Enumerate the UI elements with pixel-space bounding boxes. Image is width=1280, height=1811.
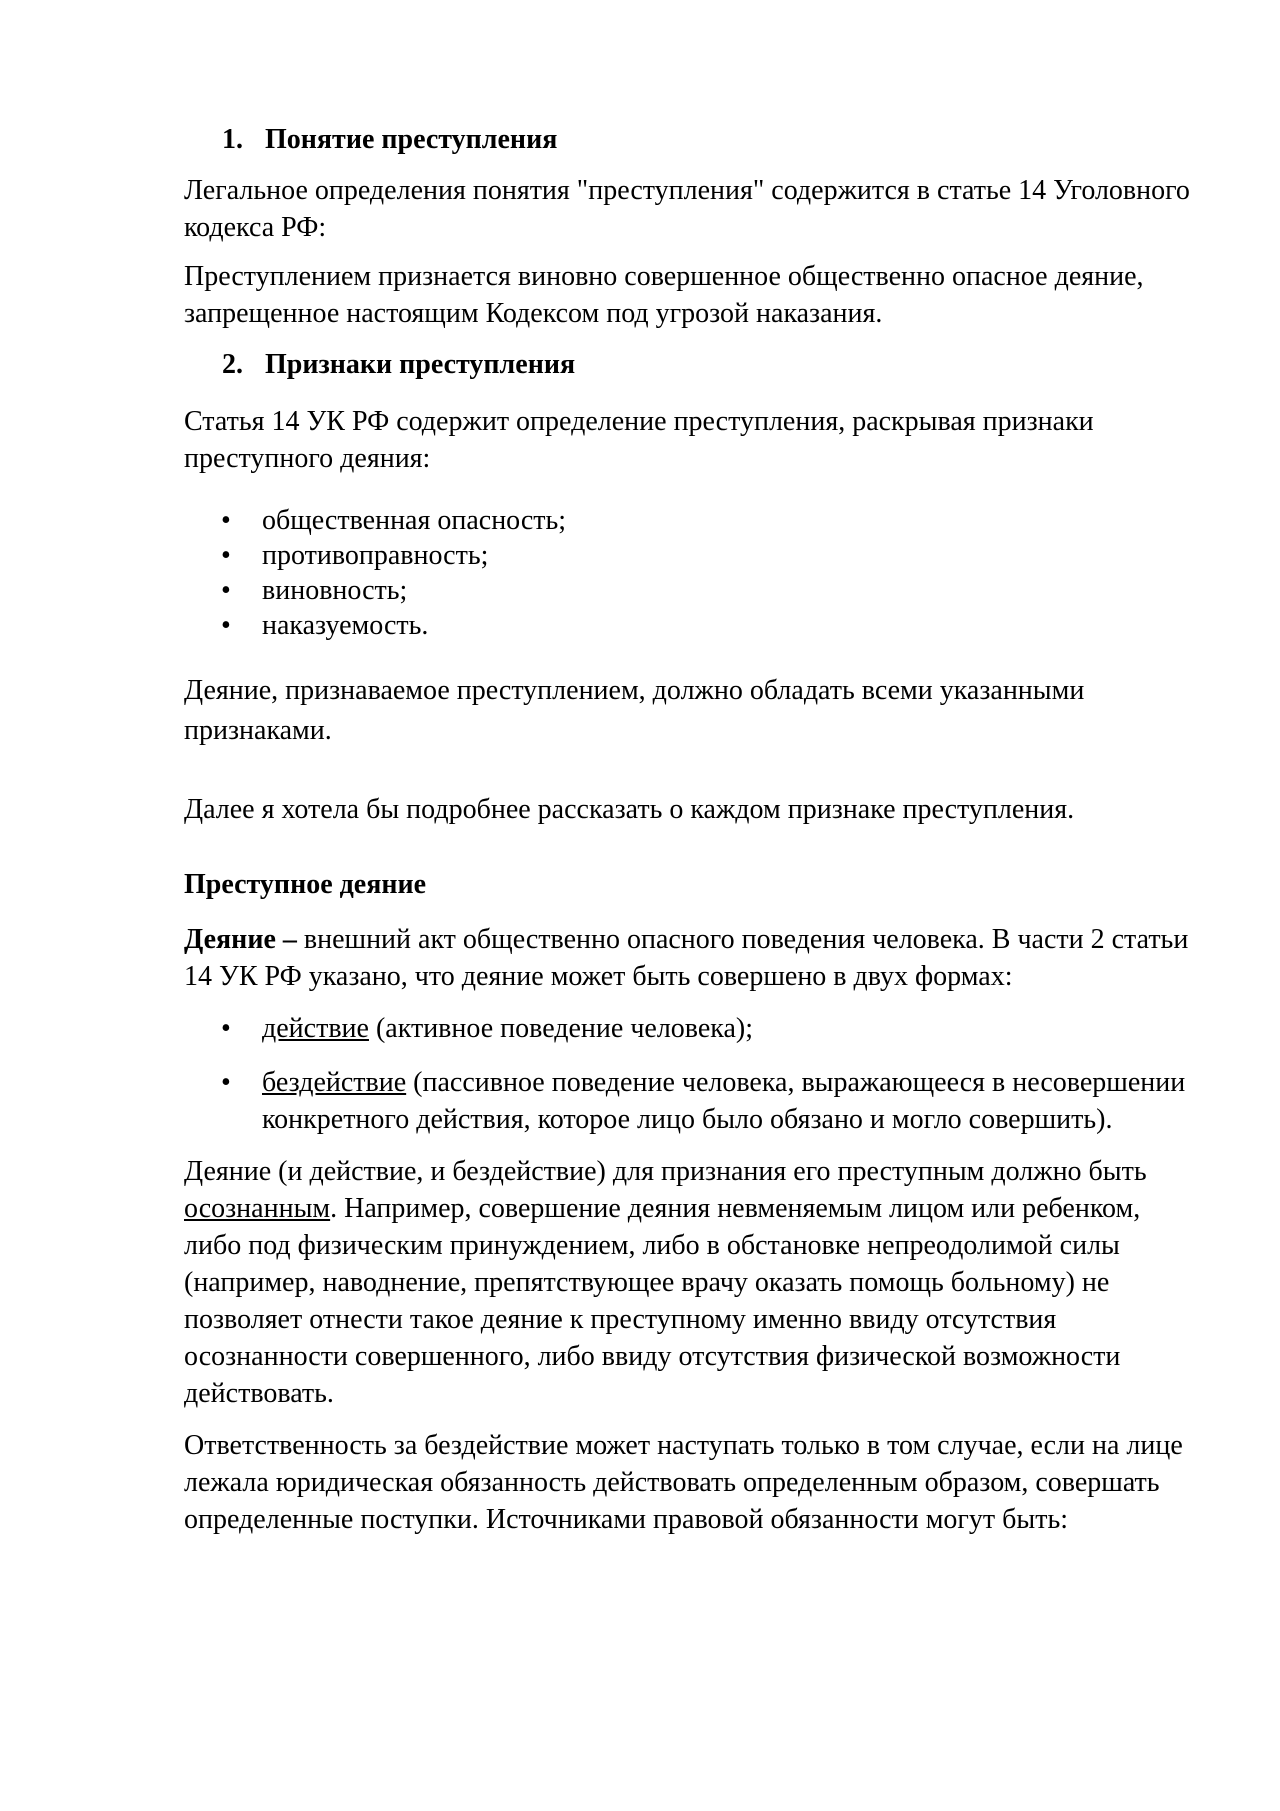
bullet-icon: • (221, 540, 231, 571)
paragraph-article-14: Статья 14 УК РФ содержит определение преступления, раскрывая признаки преступного деяния: (184, 406, 1094, 474)
document-page (184, 121, 1194, 1553)
conscious-text-end: . Например, совершение деяния невменяемым лицом или ребенком, либо под физическим принуждением, либо в обстановке непреодолимой силы (например, наводнение, препятствующее врачу оказать помощь больному) не позволяет отнести такое деяние к преступному именно ввиду отсутствия осознанности совершенного, либо ввиду отсутствия физической возможности действовать. (184, 1193, 1141, 1409)
paragraph-inaction-liability: Ответственность за бездействие может наступать только в том случае, если на лице лежала юридическая обязанность действовать определенным образом, совершать определенные поступки. Источниками правовой обязанности могут быть: (184, 1430, 1183, 1535)
act-definition-text: внешний акт общественно опасного поведения человека. В части 2 статьи 14 УК РФ указано, что деяние может быть совершено в двух формах: (184, 924, 1189, 992)
bullet-icon: • (221, 575, 231, 606)
list-item-text: противоправность; (262, 540, 489, 571)
section-title: Признаки преступления (265, 349, 576, 380)
section-number: 1. (222, 124, 243, 155)
list-item-text: виновность; (262, 575, 408, 606)
bullet-icon: • (221, 610, 231, 641)
list-item-text: общественная опасность; (262, 505, 567, 536)
list-item-text: (активное поведение человека); (368, 1013, 753, 1044)
paragraph-legal-definition: Легальное определения понятия "преступления" содержится в статье 14 Уголовного кодекса РФ: (184, 175, 1190, 243)
forms-list (184, 1010, 1194, 1138)
paragraph-further: Далее я хотела бы подробнее рассказать о каждом признаке преступления. (184, 794, 1075, 825)
bullet-icon: • (221, 505, 231, 536)
list-item (184, 1064, 1194, 1138)
subheading-criminal-act: Преступное деяние (184, 869, 427, 900)
bullet-icon: • (221, 1013, 231, 1044)
section-heading-2 (184, 346, 1194, 383)
list-item (184, 608, 1194, 643)
list-item-text: наказуемость. (262, 610, 429, 641)
list-item (184, 503, 1194, 538)
term-act: Деяние – (184, 924, 297, 955)
section-title: Понятие преступления (265, 124, 558, 155)
paragraph-crime-definition: Преступлением признается виновно совершенное общественно опасное деяние, запрещенное настоящим Кодексом под угрозой наказания. (184, 261, 1144, 329)
term-action: действие (262, 1013, 369, 1044)
section-number: 2. (222, 349, 243, 380)
signs-list (184, 503, 1194, 643)
paragraph-conscious-act (184, 1153, 1194, 1412)
list-item-text: (пассивное поведение человека, выражающееся в несовершении конкретного действия, которое лицо было обязано и могло совершить). (262, 1067, 1186, 1135)
list-item (184, 1010, 1194, 1047)
conscious-text-start: Деяние (и действие, и бездействие) для признания его преступным должно быть (184, 1156, 1147, 1187)
paragraph-all-signs: Деяние, признаваемое преступлением, должно обладать всеми указанными признаками. (184, 675, 1085, 746)
bullet-icon: • (221, 1067, 231, 1098)
term-inaction: бездействие (262, 1067, 407, 1098)
list-item (184, 573, 1194, 608)
term-conscious: осознанным (184, 1193, 331, 1224)
section-heading-1 (184, 121, 1194, 158)
paragraph-act-definition (184, 921, 1194, 995)
list-item (184, 538, 1194, 573)
